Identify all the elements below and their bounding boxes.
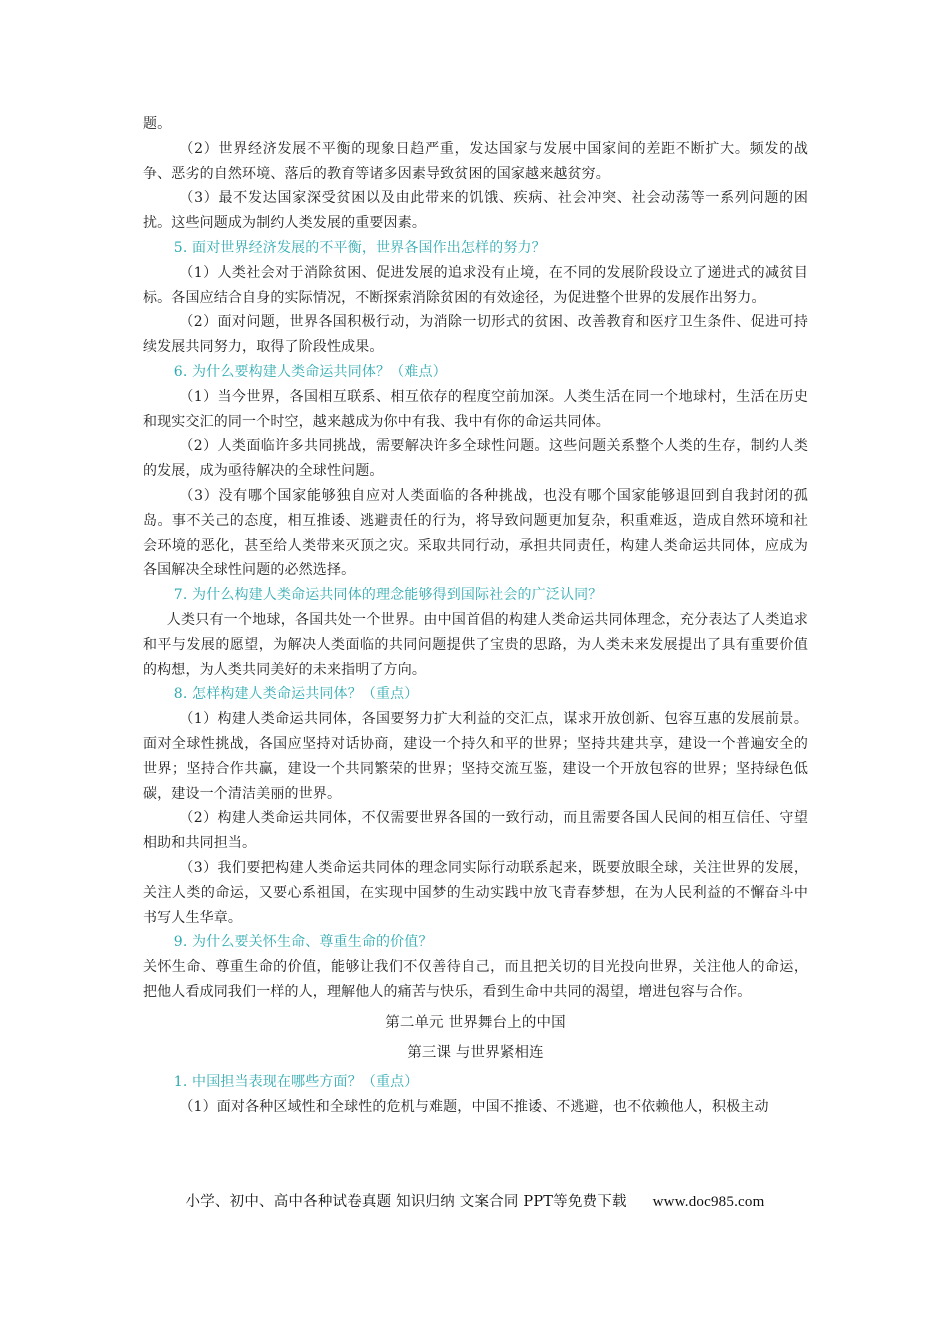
question-heading: 7. 为什么构建人类命运共同体的理念能够得到国际社会的广泛认同？ <box>173 587 603 604</box>
footer-url[interactable]: www.doc985.com <box>652 1194 765 1210</box>
question-heading: 1. 中国担当表现在哪些方面？（重点） <box>173 1074 419 1091</box>
paragraph: （2）面对问题，世界各国积极行动，为消除一切形式的贫困、改善教育和医疗卫生条件、促进可持续发展共同努力，取得了阶段性成果。 <box>143 314 808 356</box>
paragraph: （2）人类面临许多共同挑战，需要解决许多全球性问题。这些问题关系整个人类的生存，制约人类的发展，成为亟待解决的全球性问题。 <box>143 438 808 480</box>
paragraph: （3）没有哪个国家能够独自应对人类面临的各种挑战，也没有哪个国家能够退回到自我封闭的孤岛。事不关己的态度，相互推诿、逃避责任的行为，将导致问题更加复杂，积重难返，造成自然环境和社会环境的恶化，甚至给人类带来灭顶之灾。采取共同行动，承担共同责任，构建人类命运共同体，应成为各国解决全球性问题的必然选择。 <box>143 487 808 579</box>
paragraph: （2）世界经济发展不平衡的现象日趋严重，发达国家与发展中国家间的差距不断扩大。频发的战争、恶劣的自然环境、落后的教育等诸多因素导致贫困的国家越来越贫穷。 <box>143 140 808 182</box>
paragraph: （1）面对各种区域性和全球性的危机与难题，中国不推诿、不逃避，也不依赖他人，积极主动 <box>179 1099 769 1116</box>
footer-text: 小学、初中、高中各种试卷真题 知识归纳 文案合同 PPT等免费下载 <box>185 1194 627 1210</box>
paragraph-group-1 <box>143 112 808 1005</box>
paragraph: （2）构建人类命运共同体，不仅需要世界各国的一致行动，而且需要各国人民间的相互信任、守望相助和共同担当。 <box>143 810 808 852</box>
paragraph: 人类只有一个地球，各国共处一个世界。由中国首倡的构建人类命运共同体理念，充分表达了人类追求和平与发展的愿望，为解决人类面临的共同问题提供了宝贵的思路，为人类未来发展提出了具有重要价值的构想，为人类共同美好的未来指明了方向。 <box>143 611 808 678</box>
paragraph: （1）人类社会对于消除贫困、促进发展的追求没有止境，在不同的发展阶段设立了递进式的减贫目标。各国应结合自身的实际情况，不断探索消除贫困的有效途径，为促进整个世界的发展作出努力。 <box>143 264 808 306</box>
paragraph: 关怀生命、尊重生命的价值，能够让我们不仅善待自己，而且把关切的目光投向世界，关注他人的命运，把他人看成同我们一样的人，理解他人的痛苦与快乐，看到生命中共同的渴望，增进包容与合作。 <box>143 959 808 1000</box>
question-heading: 8. 怎样构建人类命运共同体？（重点） <box>173 686 419 703</box>
lesson-title: 第三课 与世界紧相连 <box>407 1045 544 1062</box>
paragraph: （1）构建人类命运共同体，各国要努力扩大利益的交汇点，谋求开放创新、包容互惠的发展前景。面对全球性挑战，各国应坚持对话协商，建设一个持久和平的世界；坚持共建共享，建设一个普遍安全的世界；坚持合作共赢，建设一个共同繁荣的世界；坚持交流互鉴，建设一个开放包容的世界；坚持绿色低碳，建设一个清洁美丽的世界。 <box>143 711 808 802</box>
paragraph-group-2 <box>143 1070 808 1120</box>
question-heading: 5. 面对世界经济发展的不平衡，世界各国作出怎样的努力？ <box>173 239 546 256</box>
unit-title: 第二单元 世界舞台上的中国 <box>385 1014 566 1031</box>
question-heading: 6. 为什么要构建人类命运共同体？（难点） <box>173 363 447 380</box>
question-heading: 9. 为什么要关怀生命、尊重生命的价值？ <box>173 934 433 951</box>
document-body <box>143 112 808 1120</box>
paragraph: （1）当今世界，各国相互联系、相互依存的程度空前加深。人类生活在同一个地球村，生活在历史和现实交汇的同一个时空，越来越成为你中有我、我中有你的命运共同体。 <box>143 388 808 430</box>
paragraph: （3）我们要把构建人类命运共同体的理念同实际行动联系起来，既要放眼全球，关注世界的发展，关注人类的命运，又要心系祖国，在实现中国梦的生动实践中放飞青春梦想，在为人民利益的不懈奋斗中书写人生华章。 <box>143 859 808 926</box>
paragraph: （3）最不发达国家深受贫困以及由此带来的饥饿、疾病、社会冲突、社会动荡等一系列问题的困扰。这些问题成为制约人类发展的重要因素。 <box>143 190 808 232</box>
page-footer <box>0 1190 950 1211</box>
paragraph: 题。 <box>143 116 172 132</box>
